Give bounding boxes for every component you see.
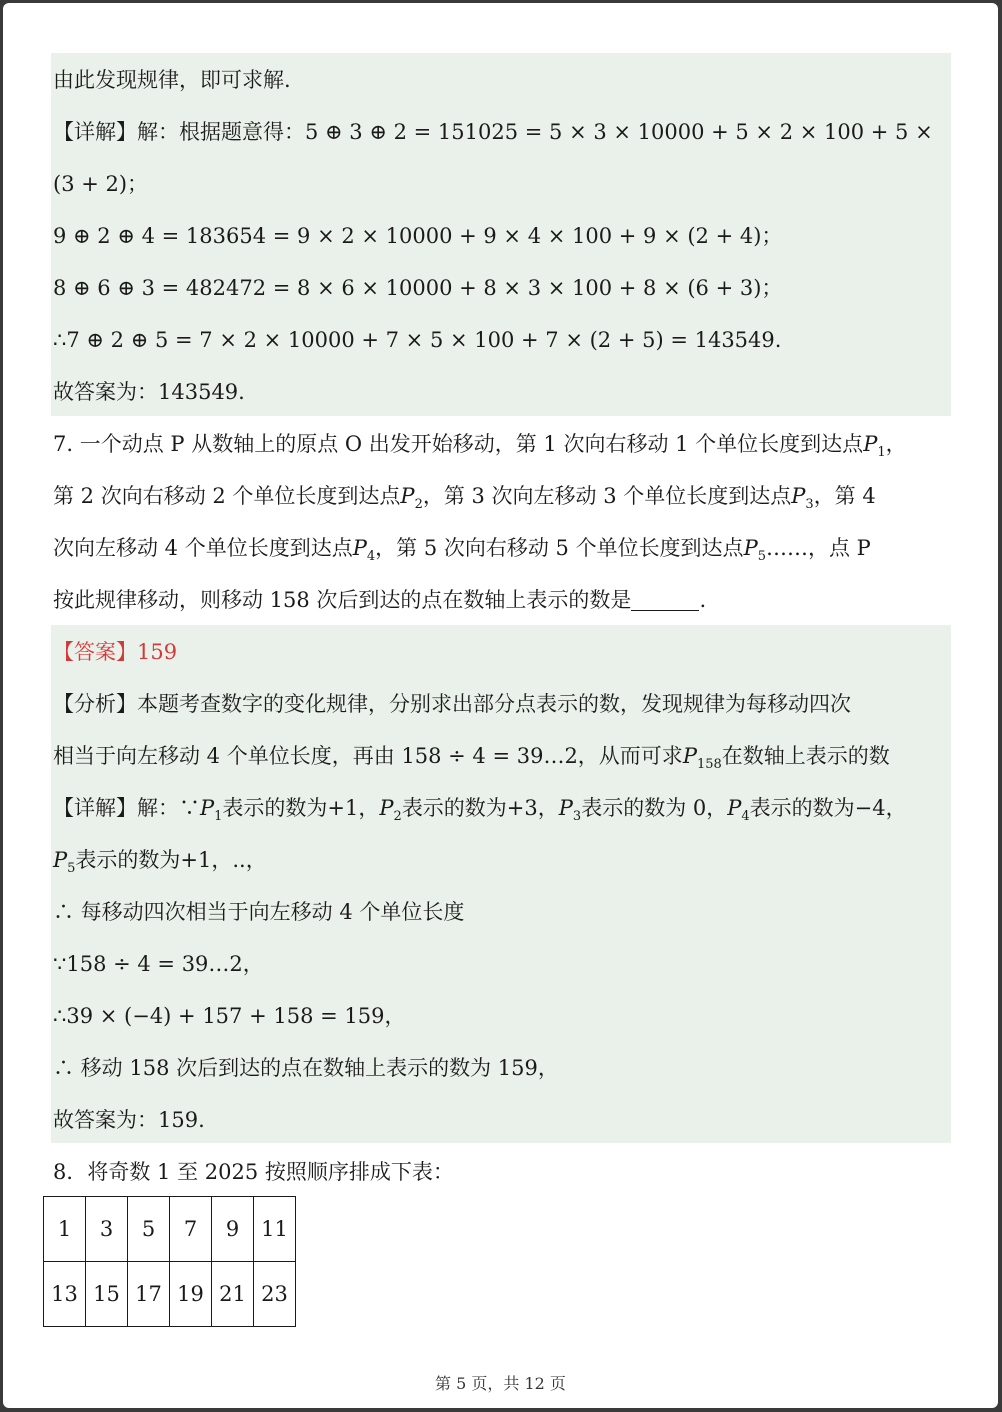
odd-number-table <box>43 1196 296 1327</box>
question-7-line-1: 7. 一个动点 P 从数轴上的原点 O 出发开始移动，第 1 次向右移动 1 个单位长度到达点$P_1$， <box>53 432 907 460</box>
table-cell: 21 <box>212 1262 254 1327</box>
table-row <box>44 1262 296 1327</box>
detail-line-3: ∴ 每移动四次相当于向左移动 4 个单位长度 <box>53 900 465 924</box>
question-7-line-3: 次向左移动 4 个单位长度到达点$P_4$，第 5 次向右移动 5 个单位长度到达点$P_5\dots\dots$，点 P <box>53 536 871 564</box>
detail-line-2: $P_5$表示的数为+1，..， <box>53 848 267 876</box>
text-line: 由此发现规律，即可求解. <box>53 68 291 92</box>
answer-blank <box>631 588 699 611</box>
detail-tag: 【详解】 <box>53 796 137 820</box>
detail-tag: 【详解】 <box>53 120 137 144</box>
table-cell: 9 <box>212 1197 254 1262</box>
table-cell: 1 <box>44 1197 86 1262</box>
table-cell: 5 <box>128 1197 170 1262</box>
table-cell: 7 <box>170 1197 212 1262</box>
question-7-line-4: 按此规律移动，则移动 158 次后到达的点在数轴上表示的数是 . <box>53 588 707 612</box>
table-cell: 3 <box>86 1197 128 1262</box>
page-footer: 第 5 页，共 12 页 <box>435 1374 566 1393</box>
detail-line-4: ∵158 ÷ 4 = 39…2， <box>53 952 264 976</box>
answer-tag: 【答案】 <box>53 640 137 664</box>
table-cell: 11 <box>254 1197 296 1262</box>
table-cell: 15 <box>86 1262 128 1327</box>
detail-line: 【详解】解：根据题意得：5 ⊕ 3 ⊕ 2 = 151025 = 5 × 3 × 10000 + 5 × 2 × 100 + 5 × <box>53 120 933 144</box>
detail-line-5: ∴39 × (−4) + 157 + 158 = 159， <box>53 1004 406 1028</box>
question-7-line-2: 第 2 次向右移动 2 个单位长度到达点$P_2$，第 3 次向左移动 3 个单位长度到达点$P_3$，第 4 <box>53 484 876 512</box>
detail-line-7: 故答案为：159. <box>53 1108 205 1132</box>
table-cell: 13 <box>44 1262 86 1327</box>
equation-line: 9 ⊕ 2 ⊕ 4 = 183654 = 9 × 2 × 10000 + 9 × 4 × 100 + 9 × (2 + 4)； <box>53 224 783 248</box>
analysis-line-2: 相当于向左移动 4 个单位长度，再由 158 ÷ 4 = 39…2，从而可求$P_{158}$在数轴上表示的数 <box>53 744 890 772</box>
answer-value: 159 <box>137 640 178 664</box>
detail-line-6: ∴ 移动 158 次后到达的点在数轴上表示的数为 159， <box>53 1056 559 1080</box>
equation-line: ∴7 ⊕ 2 ⊕ 5 = 7 × 2 × 10000 + 7 × 5 × 100 + 7 × (2 + 5) = 143549. <box>53 328 782 352</box>
analysis-tag: 【分析】 <box>53 692 137 716</box>
text-line: (3 + 2)； <box>53 172 149 196</box>
equation-line: 8 ⊕ 6 ⊕ 3 = 482472 = 8 × 6 × 10000 + 8 × 3 × 100 + 8 × (6 + 3)； <box>53 276 783 300</box>
question-8-text: 8．将奇数 1 至 2025 按照顺序排成下表： <box>53 1160 454 1184</box>
document-page <box>3 3 998 1408</box>
table-cell: 19 <box>170 1262 212 1327</box>
table-cell: 17 <box>128 1262 170 1327</box>
analysis-line: 【分析】本题考查数字的变化规律，分别求出部分点表示的数，发现规律为每移动四次 <box>53 692 851 716</box>
table-cell: 23 <box>254 1262 296 1327</box>
table-row <box>44 1197 296 1262</box>
answer-line: 故答案为：143549. <box>53 380 245 404</box>
answer-line <box>53 637 177 667</box>
detail-line: 【详解】解：$\because P_1$表示的数为+1，$P_2$表示的数为+3，$P_3$表示的数为 0，$P_4$表示的数为−4， <box>53 796 907 824</box>
